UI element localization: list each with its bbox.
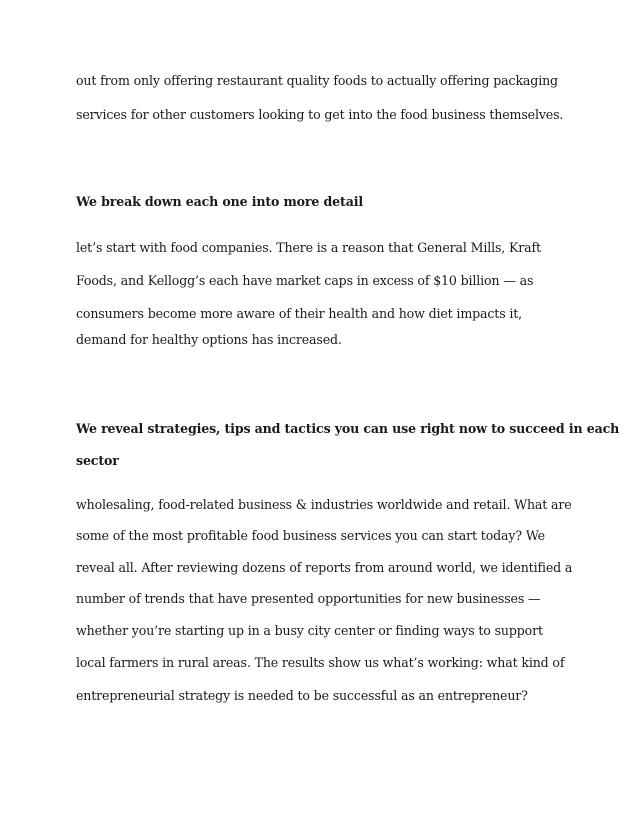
- paragraph-line: demand for healthy options has increased.: [76, 332, 342, 347]
- paragraph-line: wholesaling, food-related business & industries worldwide and retail. What are: [76, 497, 572, 512]
- paragraph-line: reveal all. After reviewing dozens of reports from around world, we identified a: [76, 560, 573, 575]
- paragraph-line: entrepreneurial strategy is needed to be successful as an entrepreneur?: [76, 688, 528, 703]
- section-heading: We break down each one into more detail: [76, 194, 363, 209]
- paragraph-line: local farmers in rural areas. The results show us what’s working: what kind of: [76, 655, 565, 670]
- intro-line: out from only offering restaurant quality foods to actually offering packaging: [76, 73, 558, 88]
- section-heading: We reveal strategies, tips and tactics you can use right now to succeed in each: [76, 421, 620, 436]
- paragraph-line: consumers become more aware of their health and how diet impacts it,: [76, 306, 522, 321]
- paragraph-line: some of the most profitable food business services you can start today? We: [76, 528, 545, 543]
- paragraph-line: number of trends that have presented opportunities for new businesses —: [76, 591, 541, 606]
- paragraph-line: whether you’re starting up in a busy city center or finding ways to support: [76, 623, 543, 638]
- paragraph-line: let’s start with food companies. There is a reason that General Mills, Kraft: [76, 240, 541, 255]
- paragraph-line: Foods, and Kellogg’s each have market caps in excess of $10 billion — as: [76, 273, 534, 288]
- section-heading: sector: [76, 453, 119, 468]
- intro-line: services for other customers looking to get into the food business themselves.: [76, 107, 564, 122]
